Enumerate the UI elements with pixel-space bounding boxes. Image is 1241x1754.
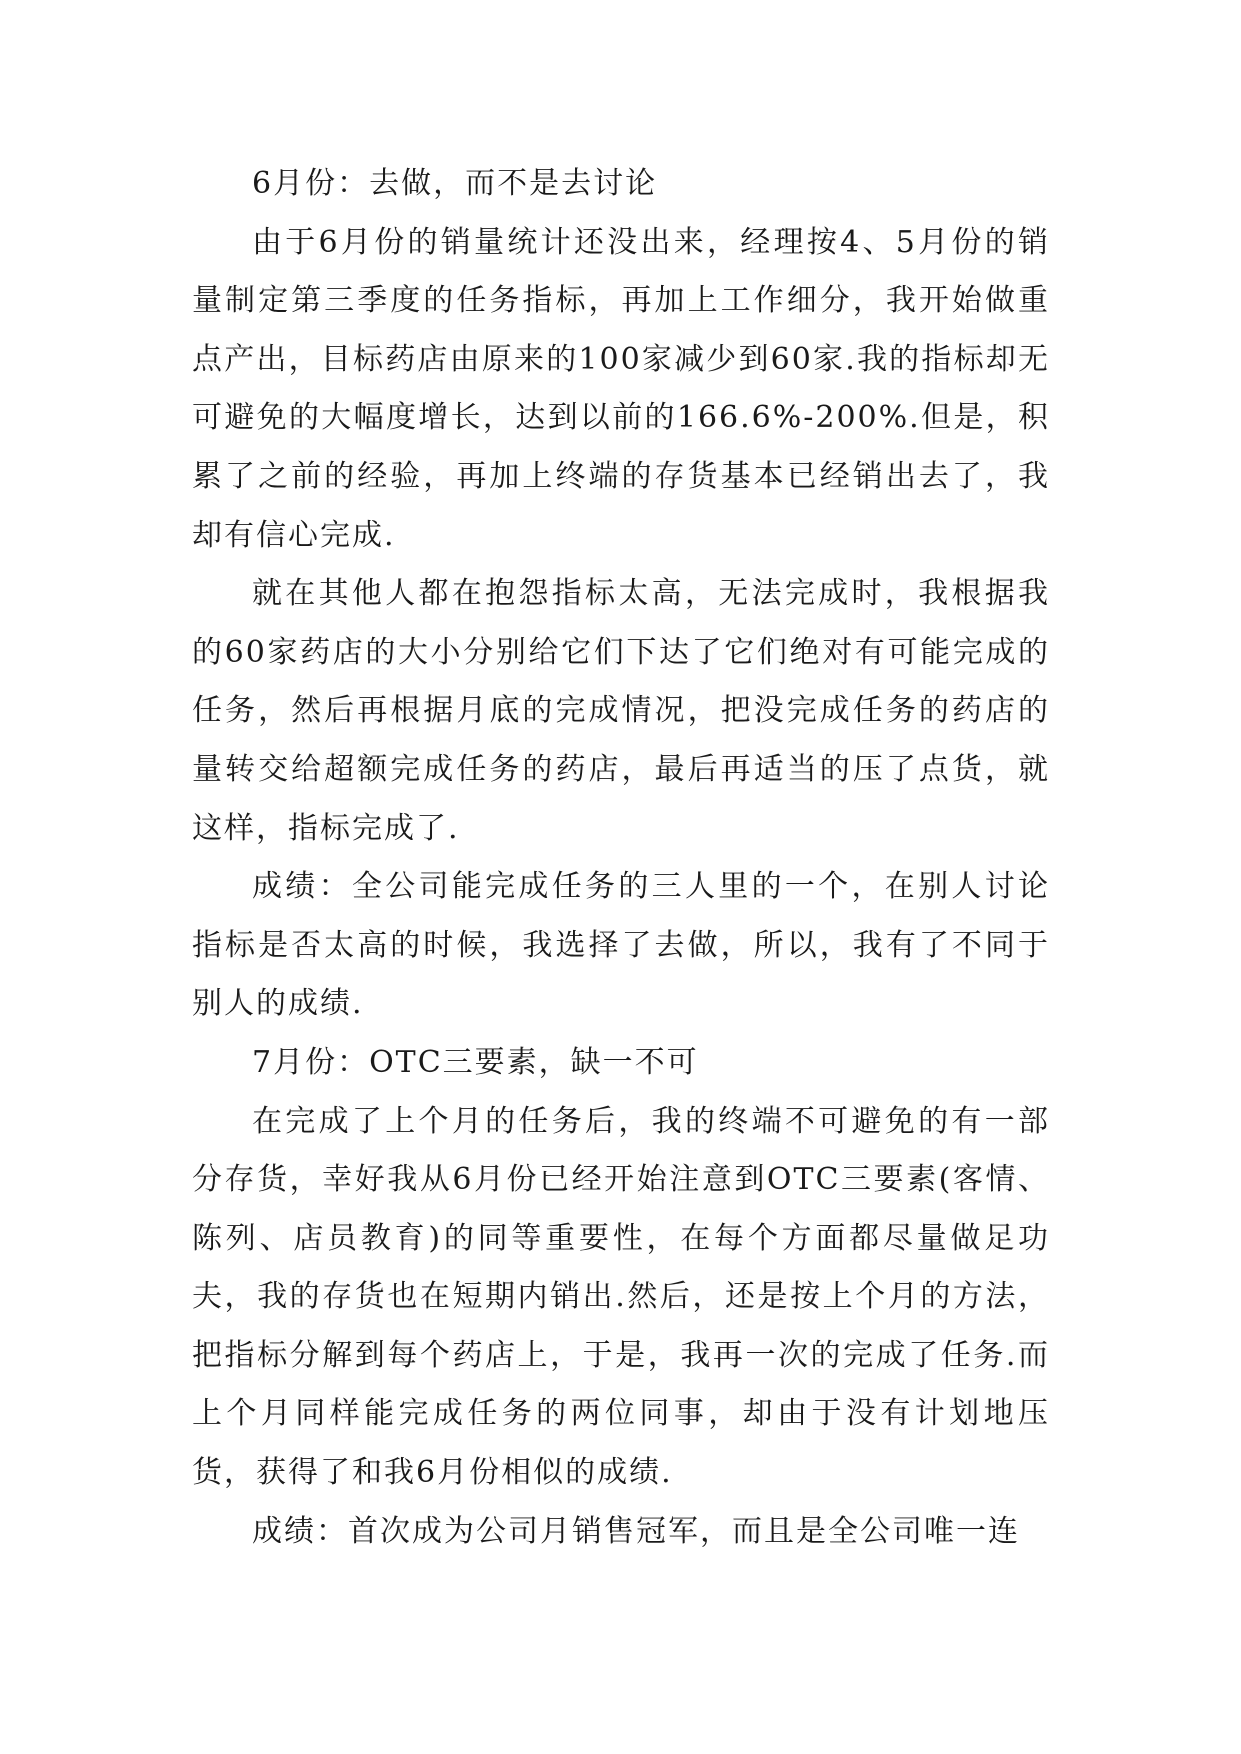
section-heading-july: 7月份：OTC三要素，缺一不可 xyxy=(252,1044,699,1080)
paragraph: 在完成了上个月的任务后，我的终端不可避免的有一部分存货，幸好我从6月份已经开始注意到OTC三要素(客情、陈列、店员教育)的同等重要性，在每个方面都尽量做足功夫，我的存货也在短期内销出.然后，还是按上个月的方法，把指标分解到每个药店上，于是，我再一次的完成了任务.而上个月同样能完成任务的两位同事，却由于没有计划地压货，获得了和我6月份相似的成绩. xyxy=(192,1103,1050,1491)
paragraph-result: 成绩：全公司能完成任务的三人里的一个，在别人讨论指标是否太高的时候，我选择了去做，所以，我有了不同于别人的成绩. xyxy=(192,869,1050,1022)
paragraph: 就在其他人都在抱怨指标太高，无法完成时，我根据我的60家药店的大小分别给它们下达了它们绝对有可能完成的任务，然后再根据月底的完成情况，把没完成任务的药店的量转交给超额完成任务的药店，最后再适当的压了点货，就这样，指标完成了. xyxy=(192,576,1050,846)
paragraph-result: 成绩：首次成为公司月销售冠军，而且是全公司唯一连 xyxy=(252,1513,1020,1549)
document-body xyxy=(192,155,1050,1561)
section-heading-june: 6月份：去做，而不是去讨论 xyxy=(252,166,658,201)
paragraph: 由于6月份的销量统计还没出来，经理按4、5月份的销量制定第三季度的任务指标，再加上工作细分，我开始做重点产出，目标药店由原来的100家减少到60家.我的指标却无可避免的大幅度增长，达到以前的166.6%-200%.但是，积累了之前的经验，再加上终端的存货基本已经销出去了，我却有信心完成. xyxy=(192,224,1050,553)
